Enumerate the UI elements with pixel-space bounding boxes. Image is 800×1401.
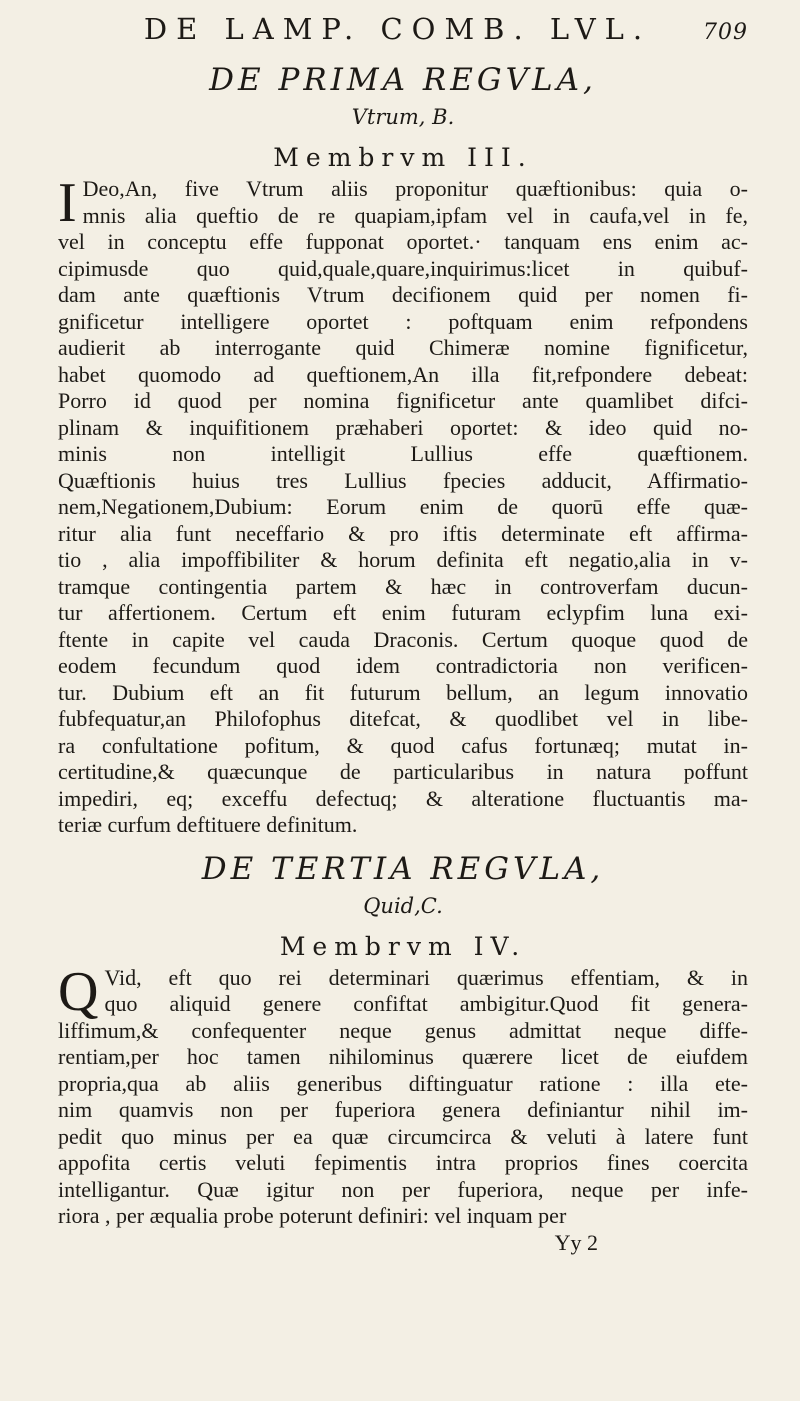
text-line: pedit quo minus per ea quæ circumcirca & veluti à latere funt [58,1123,748,1149]
membrum-heading: Membrvm IV. [279,931,527,961]
text-line: intelligantur. Quæ igitur non per fuperiora, neque per infe- [58,1176,748,1202]
text-line: dam ante quæftionis Vtrum decifionem quid per nomen fi- [58,282,748,307]
text-line: Quæftionis huius tres Lullius fpecies adducit, Affirmatio- [58,467,748,493]
section-tertia-regula [58,849,748,1230]
text-line: ftente in capite vel cauda Draconis. Certum quoque quod de [58,626,748,652]
text-line: certitudine,& quæcunque de particularibus in natura poffunt [58,759,748,784]
section-subtitle: Quid,C. [363,893,443,918]
text-line: Vid, eft quo rei determinari quærimus effentiam, & in [104,964,748,990]
text-line: vel in conceptu effe fupponat oportet.· tanquam ens enim ac- [58,229,748,254]
section-prima-regula [58,60,748,839]
running-head-title: DE LAMP. COMB. LVL. [143,12,652,46]
text-line: tramque contingentia partem & hæc in controverfam ducun- [58,573,748,599]
drop-cap: Q [58,960,99,1023]
text-line: fubfequatur,an Philofophus ditefcat, & quodlibet vel in libe- [58,706,748,731]
text-line: appofita certis veluti fepimentis intra proprios fines coercita [58,1150,748,1175]
text-line: nem,Negationem,Dubium: Eorum enim de quorū effe quæ- [58,494,748,519]
text-line: teriæ curfum deftituere definitum. [58,812,358,837]
text-line: rentiam,per hoc tamen nihilominus quærere licet de eiufdem [58,1044,748,1069]
text-line: ra confultatione pofitum, & quod cafus fortunæq; mutat in- [58,732,748,758]
text-line: riora , per æqualia probe poterunt definiri: vel inquam per [58,1203,567,1228]
text-line: tio , alia impoffibiliter & horum definita eft negatio,alia in v- [58,547,748,572]
catchword: Yy 2 [554,1229,598,1255]
text-line: impediri, eq; exceffu defectuq; & alteratione fluctuantis ma- [58,785,748,811]
section-subtitle: Vtrum, B. [351,105,455,129]
text-line: nim quamvis non per fuperiora genera definiantur nihil im- [58,1097,748,1122]
text-line: Deo,An, five Vtrum aliis proponitur quæftionibus: quia o- [82,176,748,201]
membrum-heading: Membrvm III. [273,143,533,172]
text-line: minis non intelligit Lullius effe quæftionem. [58,441,748,466]
text-line: quo aliquid genere confiftat ambigitur.Quod fit genera- [104,991,748,1016]
text-line: audierit ab interrogante quid Chimeræ nomine fignificetur, [58,335,748,360]
section-title: DE TERTIA REGVLA, [201,850,605,887]
page-number: 709 [703,20,748,45]
section-title: DE PRIMA REGVLA, [209,62,597,98]
text-line: tur. Dubium eft an fit futurum bellum, an legum innovatio [58,679,748,705]
text-lines [58,960,748,1230]
text-line: plinam & inquifitionem præhaberi oportet: & ideo quid no- [58,414,748,440]
text-line: cipimusde quo quid,quale,quare,inquirimus:licet in quibuf- [58,255,748,281]
drop-cap: I [58,172,77,234]
text-line: gnificetur intelligere oportet : poftquam enim refpondens [58,308,748,334]
section-body [58,960,748,1230]
text-line: liffimum,& confequenter neque genus admittat neque diffe- [58,1017,748,1043]
text-line: propria,qua ab aliis generibus diftinguatur ratione : illa ete- [58,1070,748,1096]
running-head [58,12,748,52]
text-line: tur affertionem. Certum eft enim futuram eclypfim luna exi- [58,600,748,625]
section-body [58,172,748,839]
text-line: mnis alia queftio de re quapiam,ipfam vel in caufa,vel in fe, [82,202,748,228]
text-line: eodem fecundum quod idem contradictoria non verificen- [58,653,748,678]
text-line: Porro id quod per nomina fignificetur ante quamlibet difci- [58,388,748,413]
text-line: ritur alia funt neceffario & pro iftis determinate eft affirma- [58,520,748,546]
text-lines [58,172,748,839]
text-line: habet quomodo ad queftionem,An illa fit,refpondere debeat: [58,361,748,387]
